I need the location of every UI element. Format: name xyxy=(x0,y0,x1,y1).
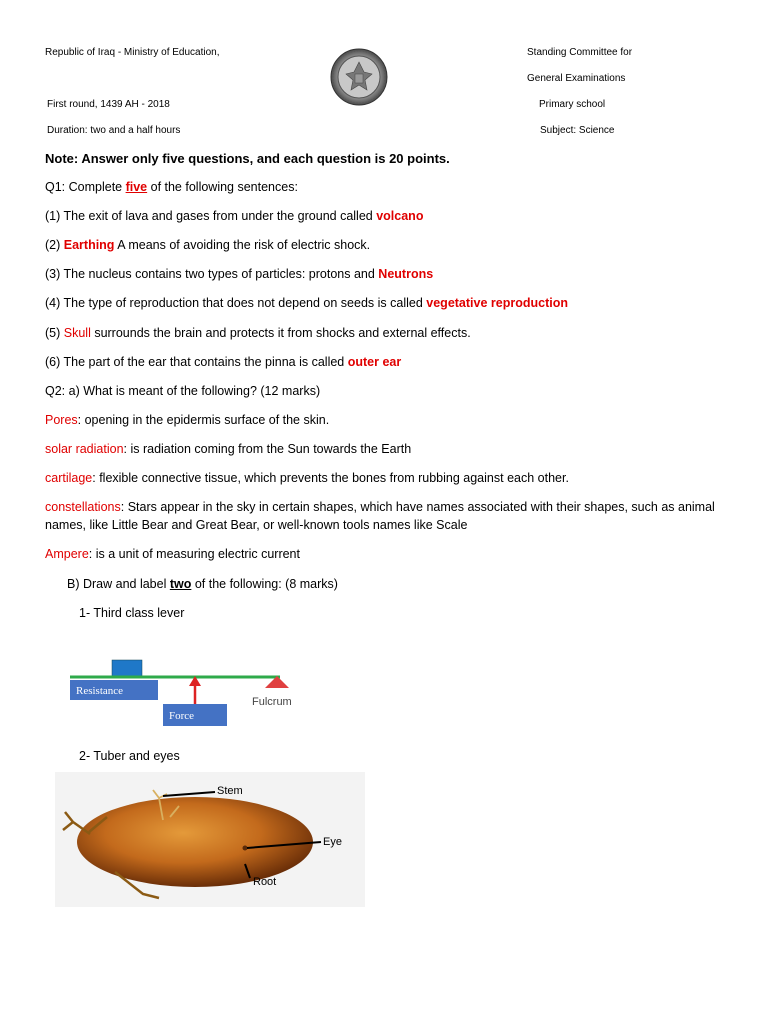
def-term: Ampere xyxy=(45,547,89,561)
q1-item-answer: volcano xyxy=(376,209,424,223)
tuber-body xyxy=(77,797,313,887)
q2-def-cartilage xyxy=(45,471,569,485)
q1-item-answer: Skull xyxy=(63,326,91,340)
force-label: Force xyxy=(169,710,195,722)
q1-item-text: (3) The nucleus contains two types of particles: protons and xyxy=(45,267,379,281)
def-term: solar radiation xyxy=(45,442,124,456)
q2-def-constellations-cont: names, like Little Bear and Great Bear, or well-known tools names like Scale xyxy=(45,518,468,532)
q1-item-3 xyxy=(45,267,433,281)
def-term: cartilage xyxy=(45,471,93,485)
q1-item-text-after: surrounds the brain and protects it from shocks and external effects. xyxy=(90,326,471,340)
header-subject: Subject: Science xyxy=(540,125,615,136)
header-duration: Duration: two and a half hours xyxy=(47,125,181,136)
header-round: First round, 1439 AH - 2018 xyxy=(47,99,170,110)
part-b-pre: B) Draw and label xyxy=(67,577,170,591)
def-text: : is radiation coming from the Sun towards the Earth xyxy=(123,442,412,456)
q2-def-pores xyxy=(45,413,329,427)
q1-item-text: (4) The type of reproduction that does not depend on seeds is called xyxy=(45,296,427,310)
q2-def-constellations xyxy=(45,500,715,514)
fulcrum-label: Fulcrum xyxy=(252,696,292,708)
root-label: Root xyxy=(253,876,277,888)
eye-dot xyxy=(243,846,248,851)
def-text: : Stars appear in the sky in certain shapes, which have names associated with their shapes, such as animal xyxy=(120,500,715,514)
def-term: constellations xyxy=(45,500,121,514)
def-text: : opening in the epidermis surface of the skin. xyxy=(77,413,330,427)
q1-item-text: (2) xyxy=(45,238,64,252)
q1-item-answer: Earthing xyxy=(63,238,115,252)
ministry-seal-emblem xyxy=(330,48,388,106)
q1-item-2 xyxy=(45,238,370,252)
q1-item-text: (5) xyxy=(45,326,64,340)
q1-item-1 xyxy=(45,209,423,223)
q2-heading: Q2: a) What is meant of the following? (12 marks) xyxy=(45,384,321,398)
q2-item-tuber-title: 2- Tuber and eyes xyxy=(79,749,180,763)
load-block xyxy=(112,660,142,676)
q2-def-ampere xyxy=(45,547,300,561)
q1-item-text-after: A means of avoiding the risk of electric shock. xyxy=(114,238,371,252)
def-text: : flexible connective tissue, which prevents the bones from rubbing against each other. xyxy=(92,471,569,485)
q2-def-solar-radiation xyxy=(45,442,411,456)
potato-tuber-diagram xyxy=(55,772,365,907)
eye-label: Eye xyxy=(323,836,342,848)
third-class-lever-diagram xyxy=(60,650,320,735)
header-exams: General Examinations xyxy=(527,73,626,84)
q1-item-answer: vegetative reproduction xyxy=(426,296,568,310)
header-school: Primary school xyxy=(539,99,606,110)
q2-item-lever-title: 1- Third class lever xyxy=(79,606,185,620)
header-committee: Standing Committee for xyxy=(527,47,633,58)
def-text: : is a unit of measuring electric current xyxy=(88,547,300,561)
q1-item-4 xyxy=(45,296,568,310)
def-term: Pores xyxy=(45,413,78,427)
resistance-label: Resistance xyxy=(76,685,124,697)
header-ministry: Republic of Iraq - Ministry of Education, xyxy=(45,47,220,58)
q2-part-b-heading xyxy=(67,577,338,591)
q1-heading-emphasis: five xyxy=(125,180,148,194)
stem-label: Stem xyxy=(217,785,243,797)
q1-heading xyxy=(45,180,298,194)
q1-item-text: (6) The part of the ear that contains the pinna is called xyxy=(45,355,348,369)
part-b-post: of the following: (8 marks) xyxy=(191,577,338,591)
exam-note: Note: Answer only five questions, and each question is 20 points. xyxy=(45,151,450,166)
part-b-emphasis: two xyxy=(169,577,192,591)
q1-item-answer: Neutrons xyxy=(378,267,434,281)
q1-heading-pre: Q1: Complete xyxy=(45,180,126,194)
q1-heading-post: of the following sentences: xyxy=(147,180,298,194)
q1-item-5 xyxy=(45,326,471,340)
q1-item-answer: outer ear xyxy=(347,355,402,369)
q1-item-text: (1) The exit of lava and gases from under the ground called xyxy=(45,209,377,223)
q1-item-6 xyxy=(45,355,401,369)
